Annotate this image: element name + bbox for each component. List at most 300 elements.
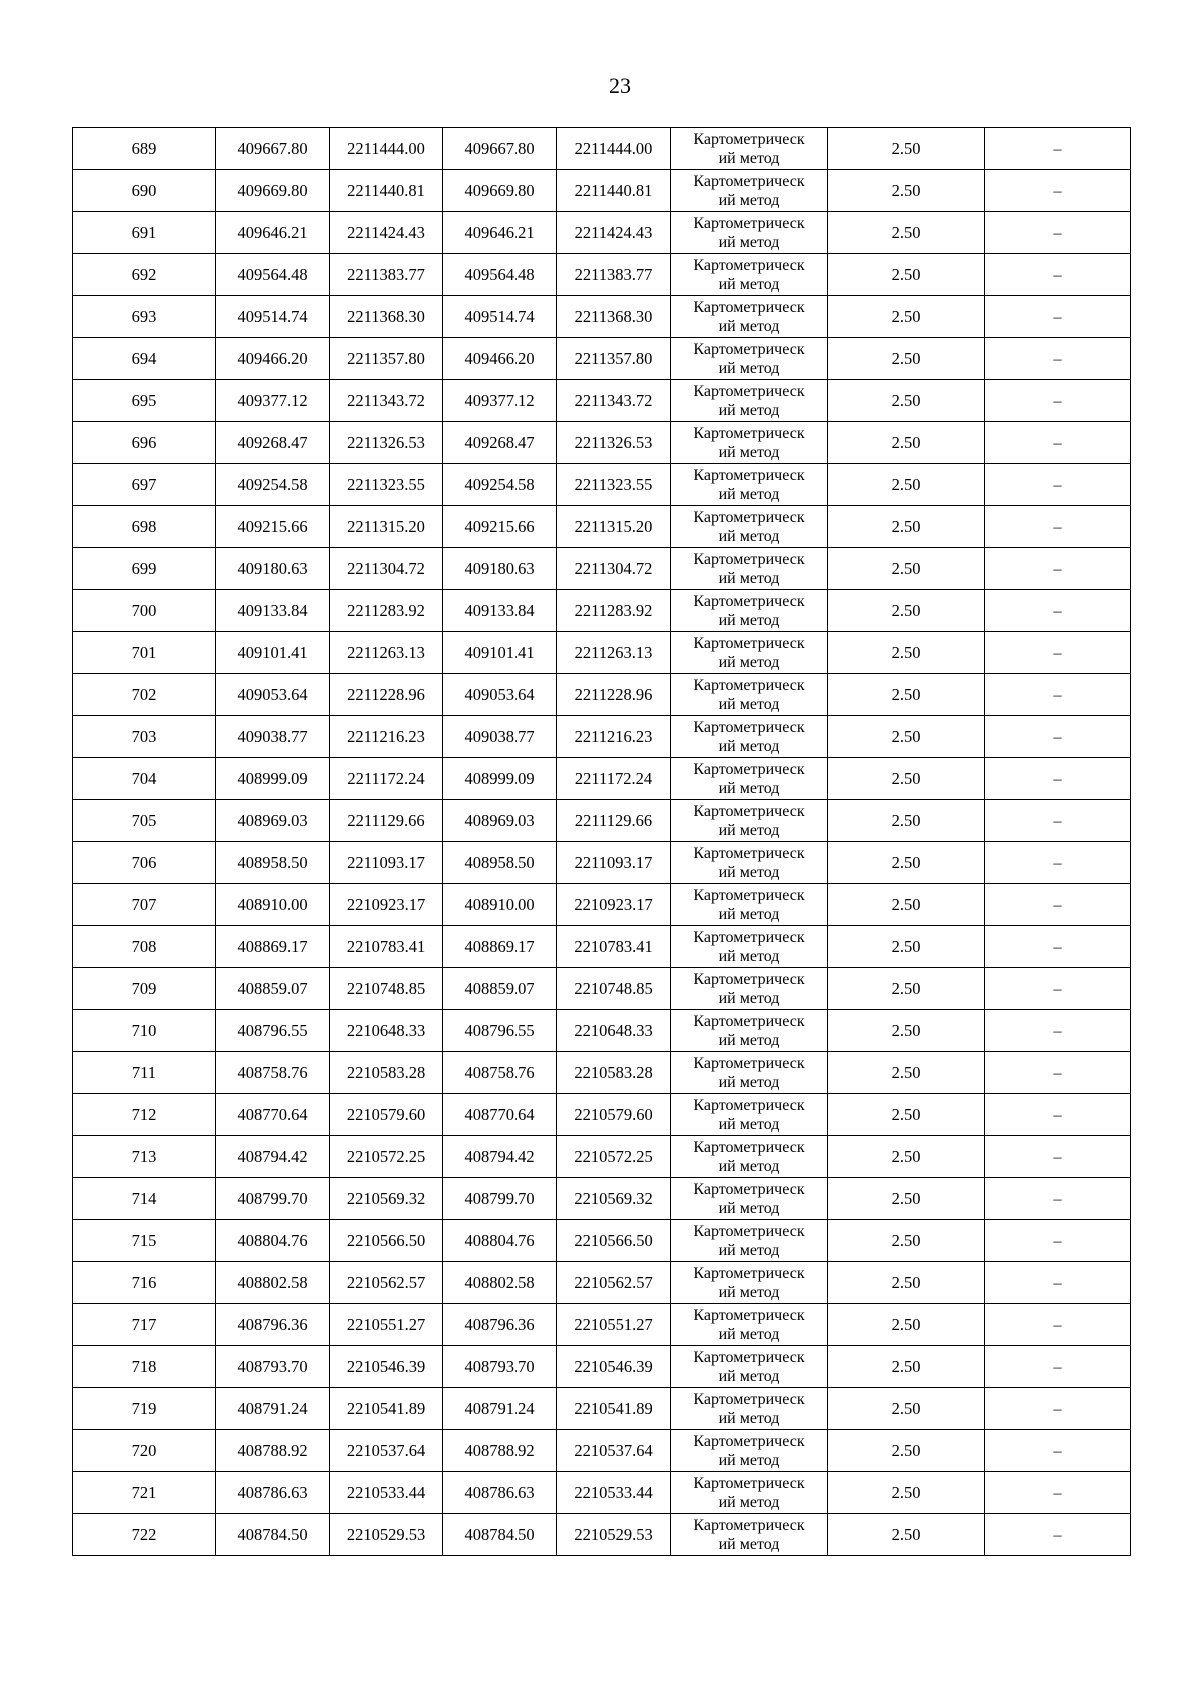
- note-cell: –: [985, 590, 1131, 632]
- method-line-2: ий метод: [718, 1241, 780, 1259]
- method-line-2: ий метод: [718, 611, 780, 629]
- existing-x-cell: 408958.50: [216, 842, 330, 884]
- existing-x-cell: 409180.63: [216, 548, 330, 590]
- existing-y-cell: 2210923.17: [330, 884, 443, 926]
- new-y-cell: 2211383.77: [557, 254, 671, 296]
- method-line-2: ий метод: [718, 191, 780, 209]
- new-x-cell: 409101.41: [443, 632, 557, 674]
- method-line-2: ий метод: [718, 149, 780, 167]
- method-line-2: ий метод: [718, 947, 780, 965]
- note-cell: –: [985, 1262, 1131, 1304]
- accuracy-cell: 2.50: [828, 674, 985, 716]
- method-cell: [671, 926, 828, 968]
- accuracy-cell: 2.50: [828, 1388, 985, 1430]
- method-line-2: ий метод: [718, 905, 780, 923]
- existing-y-cell: 2210569.32: [330, 1178, 443, 1220]
- note-cell: –: [985, 632, 1131, 674]
- method-line-2: ий метод: [718, 401, 780, 419]
- note-cell: –: [985, 716, 1131, 758]
- point-number-cell: 708: [73, 926, 216, 968]
- new-y-cell: 2210533.44: [557, 1472, 671, 1514]
- accuracy-cell: 2.50: [828, 884, 985, 926]
- note-cell: –: [985, 338, 1131, 380]
- existing-y-cell: 2210748.85: [330, 968, 443, 1010]
- note-cell: –: [985, 1472, 1131, 1514]
- accuracy-cell: 2.50: [828, 548, 985, 590]
- new-y-cell: 2210546.39: [557, 1346, 671, 1388]
- new-x-cell: 408799.70: [443, 1178, 557, 1220]
- coordinates-table: [72, 127, 1131, 1556]
- method-line-1: Картометрическ: [693, 550, 805, 568]
- existing-x-cell: 408796.55: [216, 1010, 330, 1052]
- existing-x-cell: 408802.58: [216, 1262, 330, 1304]
- existing-y-cell: 2210566.50: [330, 1220, 443, 1262]
- method-line-1: Картометрическ: [693, 1222, 805, 1240]
- table-row: [73, 254, 1131, 296]
- new-x-cell: 408796.36: [443, 1304, 557, 1346]
- existing-y-cell: 2210533.44: [330, 1472, 443, 1514]
- new-x-cell: 409038.77: [443, 716, 557, 758]
- new-y-cell: 2210783.41: [557, 926, 671, 968]
- existing-y-cell: 2210529.53: [330, 1514, 443, 1556]
- note-cell: –: [985, 548, 1131, 590]
- new-x-cell: 408796.55: [443, 1010, 557, 1052]
- new-x-cell: 409215.66: [443, 506, 557, 548]
- method-cell: [671, 1262, 828, 1304]
- method-cell: [671, 1094, 828, 1136]
- new-y-cell: 2211424.43: [557, 212, 671, 254]
- new-x-cell: 408804.76: [443, 1220, 557, 1262]
- existing-x-cell: 409564.48: [216, 254, 330, 296]
- existing-y-cell: 2210546.39: [330, 1346, 443, 1388]
- method-cell: [671, 506, 828, 548]
- accuracy-cell: 2.50: [828, 212, 985, 254]
- method-line-1: Картометрическ: [693, 1096, 805, 1114]
- new-x-cell: 409377.12: [443, 380, 557, 422]
- new-y-cell: 2210569.32: [557, 1178, 671, 1220]
- method-cell: [671, 674, 828, 716]
- new-y-cell: 2210648.33: [557, 1010, 671, 1052]
- method-line-2: ий метод: [718, 1199, 780, 1217]
- table-row: [73, 632, 1131, 674]
- note-cell: –: [985, 926, 1131, 968]
- table-row: [73, 1094, 1131, 1136]
- method-line-1: Картометрическ: [693, 130, 805, 148]
- note-cell: –: [985, 1010, 1131, 1052]
- table-row: [73, 1010, 1131, 1052]
- new-x-cell: 408758.76: [443, 1052, 557, 1094]
- method-line-2: ий метод: [718, 1535, 780, 1553]
- method-cell: [671, 422, 828, 464]
- existing-x-cell: 409133.84: [216, 590, 330, 632]
- accuracy-cell: 2.50: [828, 506, 985, 548]
- point-number-cell: 707: [73, 884, 216, 926]
- new-x-cell: 409466.20: [443, 338, 557, 380]
- note-cell: –: [985, 758, 1131, 800]
- accuracy-cell: 2.50: [828, 1472, 985, 1514]
- accuracy-cell: 2.50: [828, 1262, 985, 1304]
- point-number-cell: 692: [73, 254, 216, 296]
- table-row: [73, 380, 1131, 422]
- point-number-cell: 700: [73, 590, 216, 632]
- new-y-cell: 2210541.89: [557, 1388, 671, 1430]
- accuracy-cell: 2.50: [828, 800, 985, 842]
- table-row: [73, 758, 1131, 800]
- method-line-1: Картометрическ: [693, 466, 805, 484]
- table-row: [73, 1430, 1131, 1472]
- table-row: [73, 884, 1131, 926]
- new-y-cell: 2210748.85: [557, 968, 671, 1010]
- existing-x-cell: 409268.47: [216, 422, 330, 464]
- new-x-cell: 409564.48: [443, 254, 557, 296]
- method-cell: [671, 1010, 828, 1052]
- new-y-cell: 2210529.53: [557, 1514, 671, 1556]
- existing-y-cell: 2211326.53: [330, 422, 443, 464]
- table-row: [73, 968, 1131, 1010]
- note-cell: –: [985, 968, 1131, 1010]
- method-line-2: ий метод: [718, 821, 780, 839]
- method-line-2: ий метод: [718, 1157, 780, 1175]
- point-number-cell: 689: [73, 128, 216, 170]
- method-cell: [671, 338, 828, 380]
- existing-y-cell: 2211368.30: [330, 296, 443, 338]
- accuracy-cell: 2.50: [828, 632, 985, 674]
- method-cell: [671, 1472, 828, 1514]
- table-row: [73, 548, 1131, 590]
- method-line-2: ий метод: [718, 485, 780, 503]
- method-line-1: Картометрическ: [693, 928, 805, 946]
- existing-x-cell: 409038.77: [216, 716, 330, 758]
- existing-y-cell: 2211440.81: [330, 170, 443, 212]
- accuracy-cell: 2.50: [828, 296, 985, 338]
- accuracy-cell: 2.50: [828, 1346, 985, 1388]
- accuracy-cell: 2.50: [828, 1430, 985, 1472]
- new-y-cell: 2211343.72: [557, 380, 671, 422]
- new-y-cell: 2211263.13: [557, 632, 671, 674]
- table-row: [73, 422, 1131, 464]
- existing-x-cell: 408788.92: [216, 1430, 330, 1472]
- table-row: [73, 1052, 1131, 1094]
- accuracy-cell: 2.50: [828, 590, 985, 632]
- new-y-cell: 2211323.55: [557, 464, 671, 506]
- new-x-cell: 409669.80: [443, 170, 557, 212]
- note-cell: –: [985, 1514, 1131, 1556]
- existing-x-cell: 409053.64: [216, 674, 330, 716]
- accuracy-cell: 2.50: [828, 1052, 985, 1094]
- method-line-1: Картометрическ: [693, 802, 805, 820]
- accuracy-cell: 2.50: [828, 1136, 985, 1178]
- method-line-1: Картометрическ: [693, 886, 805, 904]
- point-number-cell: 710: [73, 1010, 216, 1052]
- note-cell: –: [985, 1430, 1131, 1472]
- point-number-cell: 718: [73, 1346, 216, 1388]
- existing-y-cell: 2211315.20: [330, 506, 443, 548]
- new-x-cell: 408969.03: [443, 800, 557, 842]
- note-cell: –: [985, 212, 1131, 254]
- point-number-cell: 709: [73, 968, 216, 1010]
- table-row: [73, 842, 1131, 884]
- method-line-1: Картометрическ: [693, 1264, 805, 1282]
- method-line-2: ий метод: [718, 443, 780, 461]
- method-line-1: Картометрическ: [693, 634, 805, 652]
- accuracy-cell: 2.50: [828, 842, 985, 884]
- point-number-cell: 696: [73, 422, 216, 464]
- new-y-cell: 2211129.66: [557, 800, 671, 842]
- note-cell: –: [985, 1052, 1131, 1094]
- table-row: [73, 1262, 1131, 1304]
- existing-x-cell: 409646.21: [216, 212, 330, 254]
- method-cell: [671, 1430, 828, 1472]
- note-cell: –: [985, 1094, 1131, 1136]
- table-row: [73, 338, 1131, 380]
- note-cell: –: [985, 884, 1131, 926]
- point-number-cell: 693: [73, 296, 216, 338]
- method-cell: [671, 296, 828, 338]
- new-x-cell: 409180.63: [443, 548, 557, 590]
- method-line-1: Картометрическ: [693, 172, 805, 190]
- accuracy-cell: 2.50: [828, 1514, 985, 1556]
- new-x-cell: 408788.92: [443, 1430, 557, 1472]
- method-cell: [671, 758, 828, 800]
- method-cell: [671, 1388, 828, 1430]
- accuracy-cell: 2.50: [828, 380, 985, 422]
- point-number-cell: 695: [73, 380, 216, 422]
- note-cell: –: [985, 464, 1131, 506]
- point-number-cell: 690: [73, 170, 216, 212]
- new-y-cell: 2211326.53: [557, 422, 671, 464]
- accuracy-cell: 2.50: [828, 1094, 985, 1136]
- new-y-cell: 2211283.92: [557, 590, 671, 632]
- existing-y-cell: 2210562.57: [330, 1262, 443, 1304]
- method-line-1: Картометрическ: [693, 214, 805, 232]
- existing-y-cell: 2211263.13: [330, 632, 443, 674]
- new-x-cell: 408784.50: [443, 1514, 557, 1556]
- method-cell: [671, 590, 828, 632]
- existing-y-cell: 2211129.66: [330, 800, 443, 842]
- new-y-cell: 2211093.17: [557, 842, 671, 884]
- new-y-cell: 2210562.57: [557, 1262, 671, 1304]
- method-line-1: Картометрическ: [693, 1138, 805, 1156]
- accuracy-cell: 2.50: [828, 1178, 985, 1220]
- existing-y-cell: 2211304.72: [330, 548, 443, 590]
- method-cell: [671, 212, 828, 254]
- existing-x-cell: 409669.80: [216, 170, 330, 212]
- method-line-2: ий метод: [718, 737, 780, 755]
- note-cell: –: [985, 1346, 1131, 1388]
- existing-y-cell: 2211283.92: [330, 590, 443, 632]
- method-cell: [671, 632, 828, 674]
- existing-x-cell: 408791.24: [216, 1388, 330, 1430]
- existing-y-cell: 2211343.72: [330, 380, 443, 422]
- table-body: [73, 128, 1131, 1556]
- new-y-cell: 2210583.28: [557, 1052, 671, 1094]
- method-line-2: ий метод: [718, 1451, 780, 1469]
- accuracy-cell: 2.50: [828, 1220, 985, 1262]
- point-number-cell: 706: [73, 842, 216, 884]
- table-row: [73, 1220, 1131, 1262]
- existing-x-cell: 408794.42: [216, 1136, 330, 1178]
- method-line-2: ий метод: [718, 233, 780, 251]
- method-cell: [671, 884, 828, 926]
- new-x-cell: 408802.58: [443, 1262, 557, 1304]
- accuracy-cell: 2.50: [828, 968, 985, 1010]
- table-row: [73, 926, 1131, 968]
- point-number-cell: 720: [73, 1430, 216, 1472]
- point-number-cell: 717: [73, 1304, 216, 1346]
- new-y-cell: 2211172.24: [557, 758, 671, 800]
- method-line-2: ий метод: [718, 275, 780, 293]
- existing-x-cell: 409254.58: [216, 464, 330, 506]
- table-row: [73, 296, 1131, 338]
- new-y-cell: 2211304.72: [557, 548, 671, 590]
- existing-x-cell: 408770.64: [216, 1094, 330, 1136]
- existing-x-cell: 408796.36: [216, 1304, 330, 1346]
- point-number-cell: 711: [73, 1052, 216, 1094]
- existing-y-cell: 2211357.80: [330, 338, 443, 380]
- method-cell: [671, 1346, 828, 1388]
- new-y-cell: 2210579.60: [557, 1094, 671, 1136]
- new-y-cell: 2211228.96: [557, 674, 671, 716]
- method-line-1: Картометрическ: [693, 760, 805, 778]
- method-cell: [671, 716, 828, 758]
- new-x-cell: 408958.50: [443, 842, 557, 884]
- method-line-1: Картометрическ: [693, 1390, 805, 1408]
- method-line-2: ий метод: [718, 1325, 780, 1343]
- existing-y-cell: 2210579.60: [330, 1094, 443, 1136]
- method-cell: [671, 1178, 828, 1220]
- table-row: [73, 464, 1131, 506]
- method-line-1: Картометрическ: [693, 1012, 805, 1030]
- new-x-cell: 409514.74: [443, 296, 557, 338]
- accuracy-cell: 2.50: [828, 716, 985, 758]
- method-line-2: ий метод: [718, 989, 780, 1007]
- method-line-1: Картометрическ: [693, 676, 805, 694]
- new-y-cell: 2211444.00: [557, 128, 671, 170]
- method-line-1: Картометрическ: [693, 1348, 805, 1366]
- new-x-cell: 408910.00: [443, 884, 557, 926]
- method-cell: [671, 548, 828, 590]
- accuracy-cell: 2.50: [828, 422, 985, 464]
- accuracy-cell: 2.50: [828, 464, 985, 506]
- new-y-cell: 2211440.81: [557, 170, 671, 212]
- existing-y-cell: 2211093.17: [330, 842, 443, 884]
- new-x-cell: 409254.58: [443, 464, 557, 506]
- accuracy-cell: 2.50: [828, 128, 985, 170]
- method-cell: [671, 1514, 828, 1556]
- accuracy-cell: 2.50: [828, 254, 985, 296]
- method-cell: [671, 128, 828, 170]
- new-y-cell: 2210572.25: [557, 1136, 671, 1178]
- table-row: [73, 128, 1131, 170]
- note-cell: –: [985, 254, 1131, 296]
- table-row: [73, 1304, 1131, 1346]
- method-line-1: Картометрическ: [693, 340, 805, 358]
- method-line-1: Картометрическ: [693, 1180, 805, 1198]
- method-line-1: Картометрическ: [693, 1474, 805, 1492]
- existing-y-cell: 2211444.00: [330, 128, 443, 170]
- existing-y-cell: 2211172.24: [330, 758, 443, 800]
- method-line-1: Картометрическ: [693, 1306, 805, 1324]
- point-number-cell: 701: [73, 632, 216, 674]
- existing-y-cell: 2211216.23: [330, 716, 443, 758]
- note-cell: –: [985, 170, 1131, 212]
- existing-x-cell: 408859.07: [216, 968, 330, 1010]
- point-number-cell: 712: [73, 1094, 216, 1136]
- table-row: [73, 1514, 1131, 1556]
- table-row: [73, 1346, 1131, 1388]
- method-line-2: ий метод: [718, 569, 780, 587]
- point-number-cell: 694: [73, 338, 216, 380]
- new-y-cell: 2210537.64: [557, 1430, 671, 1472]
- note-cell: –: [985, 1178, 1131, 1220]
- existing-x-cell: 409377.12: [216, 380, 330, 422]
- point-number-cell: 704: [73, 758, 216, 800]
- existing-y-cell: 2210783.41: [330, 926, 443, 968]
- existing-x-cell: 409466.20: [216, 338, 330, 380]
- note-cell: –: [985, 506, 1131, 548]
- method-line-1: Картометрическ: [693, 508, 805, 526]
- note-cell: –: [985, 128, 1131, 170]
- table-row: [73, 1178, 1131, 1220]
- existing-x-cell: 408969.03: [216, 800, 330, 842]
- note-cell: –: [985, 380, 1131, 422]
- method-cell: [671, 254, 828, 296]
- existing-x-cell: 409667.80: [216, 128, 330, 170]
- new-y-cell: 2210551.27: [557, 1304, 671, 1346]
- new-x-cell: 408869.17: [443, 926, 557, 968]
- point-number-cell: 714: [73, 1178, 216, 1220]
- method-cell: [671, 800, 828, 842]
- new-x-cell: 408791.24: [443, 1388, 557, 1430]
- point-number-cell: 705: [73, 800, 216, 842]
- existing-y-cell: 2211228.96: [330, 674, 443, 716]
- existing-x-cell: 408793.70: [216, 1346, 330, 1388]
- method-line-2: ий метод: [718, 527, 780, 545]
- accuracy-cell: 2.50: [828, 170, 985, 212]
- method-line-2: ий метод: [718, 779, 780, 797]
- method-line-1: Картометрическ: [693, 1516, 805, 1534]
- new-x-cell: 408770.64: [443, 1094, 557, 1136]
- point-number-cell: 721: [73, 1472, 216, 1514]
- new-x-cell: 408786.63: [443, 1472, 557, 1514]
- existing-y-cell: 2210648.33: [330, 1010, 443, 1052]
- method-line-1: Картометрическ: [693, 970, 805, 988]
- new-x-cell: 409268.47: [443, 422, 557, 464]
- method-cell: [671, 380, 828, 422]
- new-y-cell: 2211216.23: [557, 716, 671, 758]
- method-line-2: ий метод: [718, 863, 780, 881]
- existing-y-cell: 2210541.89: [330, 1388, 443, 1430]
- existing-y-cell: 2211323.55: [330, 464, 443, 506]
- accuracy-cell: 2.50: [828, 338, 985, 380]
- point-number-cell: 691: [73, 212, 216, 254]
- method-line-2: ий метод: [718, 1031, 780, 1049]
- point-number-cell: 719: [73, 1388, 216, 1430]
- table-row: [73, 1388, 1131, 1430]
- table-row: [73, 212, 1131, 254]
- method-line-1: Картометрическ: [693, 1432, 805, 1450]
- note-cell: –: [985, 1388, 1131, 1430]
- new-y-cell: 2211357.80: [557, 338, 671, 380]
- existing-x-cell: 409215.66: [216, 506, 330, 548]
- new-y-cell: 2211315.20: [557, 506, 671, 548]
- method-cell: [671, 170, 828, 212]
- point-number-cell: 697: [73, 464, 216, 506]
- method-cell: [671, 842, 828, 884]
- method-line-2: ий метод: [718, 695, 780, 713]
- method-cell: [671, 464, 828, 506]
- point-number-cell: 722: [73, 1514, 216, 1556]
